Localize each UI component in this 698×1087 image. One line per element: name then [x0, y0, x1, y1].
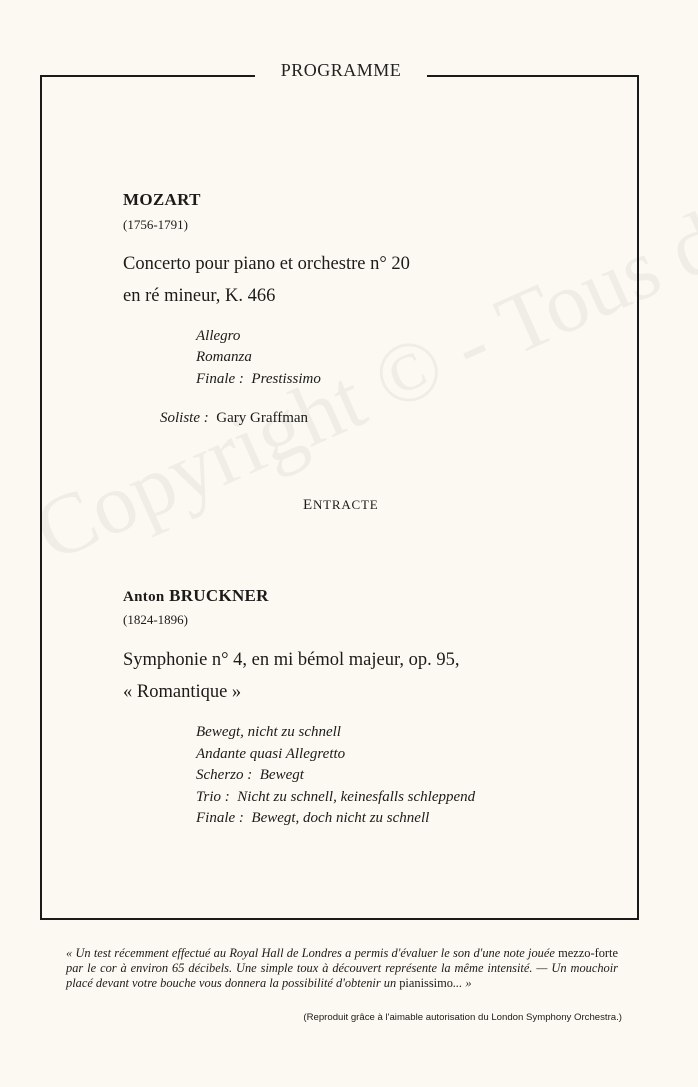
- movement-2: Romanza: [196, 349, 252, 365]
- composer-first-name: Anton: [123, 589, 165, 605]
- movement-tempo: Bewegt, doch nicht zu schnell: [251, 810, 430, 826]
- movement-label: Finale :: [196, 810, 244, 826]
- movement-3: [196, 767, 304, 784]
- movement-tempo: Bewegt: [259, 767, 304, 783]
- movement-3: [196, 371, 321, 388]
- movement-tempo: Nicht zu schnell, keinesfalls schleppend: [237, 789, 476, 805]
- composer-name: [123, 586, 269, 606]
- quote-term-mezzo-forte: mezzo-forte: [558, 946, 618, 960]
- soloist-name: Gary Graffman: [216, 410, 309, 426]
- work-title-line1: Concerto pour piano et orchestre n° 20: [123, 254, 410, 274]
- footer-quote: [66, 946, 618, 991]
- page-title: PROGRAMME: [280, 60, 402, 80]
- footer-credit: (Reproduit grâce à l'aimable autorisation du London Symphony Orchestra.): [303, 1012, 622, 1023]
- quote-term-pianissimo: pianissimo: [399, 976, 453, 990]
- work-title-line2: « Romantique »: [123, 682, 242, 702]
- movement-label: Finale :: [196, 371, 244, 387]
- work-title-line2: en ré mineur, K. 466: [123, 286, 276, 306]
- movement-1: Bewegt, nicht zu schnell: [196, 724, 341, 740]
- intermission-rest: NTRACTE: [312, 497, 379, 512]
- movement-4: [196, 789, 475, 806]
- quote-text-1: « Un test récemment effectué au Royal Hall de Londres a permis d'évaluer le son d'une note jouée: [66, 946, 559, 960]
- composer-dates: (1824-1896): [123, 612, 188, 627]
- work-title-line1: Symphonie n° 4, en mi bémol majeur, op. 95,: [123, 650, 460, 670]
- composer-dates: (1756-1791): [123, 217, 188, 232]
- movement-2: Andante quasi Allegretto: [196, 746, 346, 762]
- soloist-label: Soliste :: [160, 410, 209, 426]
- composer-last-name: BRUCKNER: [169, 586, 269, 605]
- movement-label: Scherzo :: [196, 767, 253, 783]
- movement-tempo: Prestissimo: [251, 371, 321, 387]
- quote-text-2: par le cor à environ 65 décibels. Une simple toux à découvert représente la même intensité. — Un mouchoir placé devant votre bouche vous donnera la possibilité d'obtenir un: [66, 961, 618, 990]
- movement-1: Allegro: [196, 328, 241, 344]
- movement-label: Trio :: [196, 789, 230, 805]
- quote-text-3: ... »: [452, 976, 472, 990]
- soloist-line: [160, 410, 308, 427]
- intermission-label: [303, 497, 379, 514]
- composer-name: MOZART: [123, 190, 201, 209]
- movement-5: [196, 810, 429, 827]
- intermission-initial: E: [303, 497, 313, 513]
